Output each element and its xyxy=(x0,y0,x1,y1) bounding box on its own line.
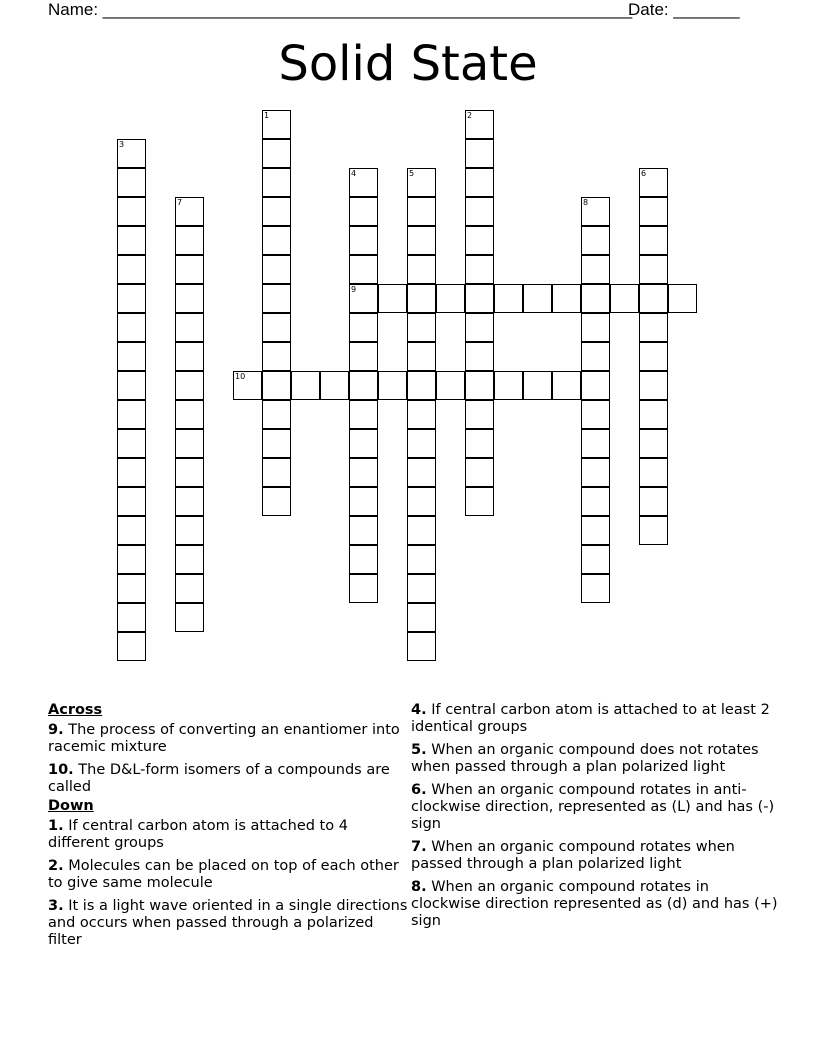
grid-cell[interactable] xyxy=(291,371,320,400)
grid-cell[interactable] xyxy=(581,342,610,371)
grid-cell[interactable] xyxy=(117,516,146,545)
grid-cell[interactable] xyxy=(262,139,291,168)
grid-cell[interactable] xyxy=(349,226,378,255)
clue-number-label: 6 xyxy=(641,169,647,178)
grid-cell[interactable] xyxy=(465,342,494,371)
clue-number-label: 4 xyxy=(351,169,357,178)
grid-cell[interactable] xyxy=(639,313,668,342)
grid-cell[interactable] xyxy=(465,168,494,197)
grid-cell[interactable] xyxy=(465,458,494,487)
grid-cell[interactable] xyxy=(262,255,291,284)
clue-number-label: 9 xyxy=(351,285,357,294)
down-clue-2: 2. Molecules can be placed on top of each other to give same molecule xyxy=(48,858,399,891)
grid-cell[interactable] xyxy=(639,487,668,516)
clues-left-column xyxy=(48,702,408,955)
grid-cell[interactable] xyxy=(494,284,523,313)
grid-cell[interactable] xyxy=(581,429,610,458)
grid-cell[interactable] xyxy=(117,545,146,574)
grid-cell[interactable] xyxy=(117,226,146,255)
grid-cell[interactable] xyxy=(581,487,610,516)
down-clue-5: 5. When an organic compound does not rotates when passed through a plan polarized light xyxy=(411,742,759,775)
grid-cell[interactable] xyxy=(349,458,378,487)
grid-cell[interactable] xyxy=(639,400,668,429)
down-clue-4: 4. If central carbon atom is attached to at least 2 identical groups xyxy=(411,702,770,735)
grid-cell[interactable] xyxy=(407,487,436,516)
grid-cell[interactable] xyxy=(117,603,146,632)
grid-cell[interactable] xyxy=(407,313,436,342)
grid-cell[interactable] xyxy=(581,197,610,226)
grid-cell[interactable] xyxy=(581,458,610,487)
grid-cell[interactable] xyxy=(262,313,291,342)
grid-cell[interactable] xyxy=(407,545,436,574)
grid-cell[interactable] xyxy=(262,400,291,429)
down-clue-6: 6. When an organic compound rotates in anti-clockwise direction, represented as (L) and has (-) sign xyxy=(411,782,775,832)
grid-cell[interactable] xyxy=(262,226,291,255)
grid-cell[interactable] xyxy=(407,197,436,226)
across-clue-10: 10. The D&L-form isomers of a compounds are called xyxy=(48,762,390,795)
down-clue-7: 7. When an organic compound rotates when passed through a plan polarized light xyxy=(411,839,735,872)
grid-cell[interactable] xyxy=(610,284,639,313)
grid-cell[interactable] xyxy=(262,342,291,371)
clue-number-label: 10 xyxy=(235,372,246,381)
grid-cell[interactable] xyxy=(175,342,204,371)
down-clue-3: 3. It is a light wave oriented in a single directions and occurs when passed through a polarized filter xyxy=(48,898,408,948)
clue-number-label: 7 xyxy=(177,198,183,207)
grid-cell[interactable] xyxy=(407,168,436,197)
across-clue-9: 9. The process of converting an enantiomer into racemic mixture xyxy=(48,722,400,755)
clue-number-label: 5 xyxy=(409,169,415,178)
grid-cell[interactable] xyxy=(175,400,204,429)
grid-cell[interactable] xyxy=(465,313,494,342)
grid-cell[interactable] xyxy=(552,284,581,313)
grid-cell[interactable] xyxy=(175,313,204,342)
grid-cell[interactable] xyxy=(349,574,378,603)
grid-cell[interactable] xyxy=(117,487,146,516)
clue-number-label: 8 xyxy=(583,198,589,207)
grid-cell[interactable] xyxy=(117,168,146,197)
grid-cell[interactable] xyxy=(407,429,436,458)
grid-cell[interactable] xyxy=(407,458,436,487)
grid-cell[interactable] xyxy=(639,197,668,226)
grid-cell[interactable] xyxy=(436,284,465,313)
grid-cell[interactable] xyxy=(175,371,204,400)
clue-number-label: 2 xyxy=(467,111,473,120)
grid-cell[interactable] xyxy=(175,255,204,284)
grid-cell[interactable] xyxy=(117,313,146,342)
grid-cell[interactable] xyxy=(465,110,494,139)
grid-cell[interactable] xyxy=(233,371,262,400)
grid-cell[interactable] xyxy=(175,284,204,313)
clue-number-label: 1 xyxy=(264,111,270,120)
grid-cell[interactable] xyxy=(262,110,291,139)
grid-cell[interactable] xyxy=(117,371,146,400)
grid-cell[interactable] xyxy=(639,458,668,487)
grid-cell[interactable] xyxy=(465,139,494,168)
date-field[interactable]: Date: _______ xyxy=(628,0,740,19)
grid-cell[interactable] xyxy=(639,516,668,545)
grid-cell[interactable] xyxy=(262,371,291,400)
grid-cell[interactable] xyxy=(175,458,204,487)
grid-cell[interactable] xyxy=(465,400,494,429)
grid-cell[interactable] xyxy=(117,429,146,458)
grid-cell[interactable] xyxy=(175,516,204,545)
grid-cell[interactable] xyxy=(668,284,697,313)
grid-cell[interactable] xyxy=(639,371,668,400)
across-heading: Across xyxy=(48,702,103,718)
grid-cell[interactable] xyxy=(407,255,436,284)
grid-cell[interactable] xyxy=(117,139,146,168)
grid-cell[interactable] xyxy=(117,632,146,661)
grid-cell[interactable] xyxy=(262,197,291,226)
grid-cell[interactable] xyxy=(465,197,494,226)
grid-cell[interactable] xyxy=(262,284,291,313)
grid-cell[interactable] xyxy=(349,429,378,458)
grid-cell[interactable] xyxy=(117,342,146,371)
grid-cell[interactable] xyxy=(262,429,291,458)
grid-cell[interactable] xyxy=(349,400,378,429)
grid-cell[interactable] xyxy=(349,545,378,574)
grid-cell[interactable] xyxy=(639,342,668,371)
clue-number-label: 3 xyxy=(119,140,125,149)
grid-cell[interactable] xyxy=(581,371,610,400)
grid-cell[interactable] xyxy=(349,487,378,516)
grid-cell[interactable] xyxy=(349,197,378,226)
grid-cell[interactable] xyxy=(552,371,581,400)
grid-cell[interactable] xyxy=(117,458,146,487)
grid-cell[interactable] xyxy=(349,284,378,313)
grid-cell[interactable] xyxy=(407,516,436,545)
grid-cell[interactable] xyxy=(465,371,494,400)
grid-cell[interactable] xyxy=(639,255,668,284)
grid-cell[interactable] xyxy=(581,226,610,255)
down-clue-1: 1. If central carbon atom is attached to 4 different groups xyxy=(48,818,348,851)
grid-cell[interactable] xyxy=(378,371,407,400)
grid-cell[interactable] xyxy=(175,429,204,458)
grid-cell[interactable] xyxy=(175,545,204,574)
grid-cell[interactable] xyxy=(581,255,610,284)
grid-cell[interactable] xyxy=(581,516,610,545)
grid-cell[interactable] xyxy=(117,400,146,429)
grid-cell[interactable] xyxy=(262,458,291,487)
grid-cell[interactable] xyxy=(465,487,494,516)
down-heading: Down xyxy=(48,798,94,814)
grid-cell[interactable] xyxy=(581,313,610,342)
grid-cell[interactable] xyxy=(465,226,494,255)
grid-cell[interactable] xyxy=(407,400,436,429)
grid-cell[interactable] xyxy=(639,168,668,197)
grid-cell[interactable] xyxy=(581,284,610,313)
grid-cell[interactable] xyxy=(407,632,436,661)
grid-cell[interactable] xyxy=(262,168,291,197)
grid-cell[interactable] xyxy=(349,255,378,284)
page-title: Solid State xyxy=(278,36,538,92)
grid-cell[interactable] xyxy=(349,168,378,197)
grid-cell[interactable] xyxy=(175,226,204,255)
grid-cell[interactable] xyxy=(407,574,436,603)
grid-cell[interactable] xyxy=(349,371,378,400)
grid-cell[interactable] xyxy=(581,400,610,429)
grid-cell[interactable] xyxy=(407,342,436,371)
grid-cell[interactable] xyxy=(378,284,407,313)
grid-cell[interactable] xyxy=(117,197,146,226)
grid-cell[interactable] xyxy=(639,284,668,313)
grid-cell[interactable] xyxy=(175,603,204,632)
grid-cell[interactable] xyxy=(523,371,552,400)
grid-cell[interactable] xyxy=(117,284,146,313)
grid-cell[interactable] xyxy=(465,255,494,284)
grid-cell[interactable] xyxy=(523,284,552,313)
grid-cell[interactable] xyxy=(117,574,146,603)
grid-cell[interactable] xyxy=(175,197,204,226)
grid-cell[interactable] xyxy=(465,429,494,458)
grid-cell[interactable] xyxy=(262,487,291,516)
grid-cell[interactable] xyxy=(349,313,378,342)
grid-cell[interactable] xyxy=(581,545,610,574)
grid-cell[interactable] xyxy=(407,284,436,313)
grid-cell[interactable] xyxy=(349,342,378,371)
grid-cell[interactable] xyxy=(465,284,494,313)
name-field[interactable]: Name: ________________________________________________________ xyxy=(48,0,633,19)
grid-cell[interactable] xyxy=(407,603,436,632)
grid-cell[interactable] xyxy=(117,255,146,284)
grid-cell[interactable] xyxy=(407,371,436,400)
grid-cell[interactable] xyxy=(581,574,610,603)
grid-cell[interactable] xyxy=(436,371,465,400)
grid-cell[interactable] xyxy=(175,574,204,603)
grid-cell[interactable] xyxy=(175,487,204,516)
grid-cell[interactable] xyxy=(349,516,378,545)
grid-cell[interactable] xyxy=(639,226,668,255)
down-clue-8: 8. When an organic compound rotates in clockwise direction represented as (d) and has (+) sign xyxy=(411,879,778,929)
grid-cell[interactable] xyxy=(320,371,349,400)
clues-right-column xyxy=(411,702,781,936)
grid-cell[interactable] xyxy=(494,371,523,400)
grid-cell[interactable] xyxy=(639,429,668,458)
grid-cell[interactable] xyxy=(407,226,436,255)
